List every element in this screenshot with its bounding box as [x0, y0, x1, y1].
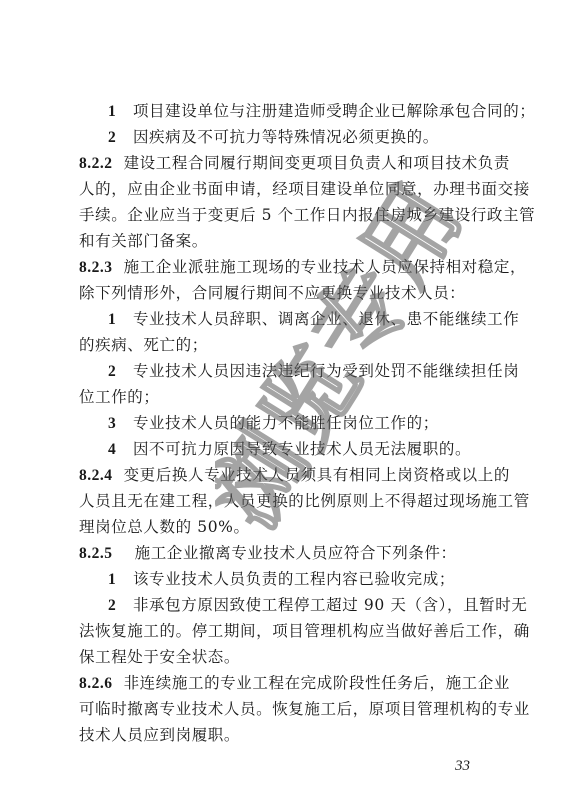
item-text: 专业技术人员辞职、调离企业、退休、患不能继续工作 [132, 310, 520, 328]
text-line: 除下列情形外，合同履行期间不应更换专业技术人员： [79, 284, 466, 302]
item-number: 2 [108, 363, 117, 380]
text-line: 可临时撤离专业技术人员。恢复施工后，原项目管理机构的专业 [79, 700, 530, 718]
item-number: 4 [108, 441, 117, 458]
text-line: 法恢复施工的。停工期间，项目管理机构应当做好善后工作，确 [79, 622, 530, 640]
list-item [108, 568, 455, 591]
item-text: 该专业技术人员负责的工程内容已验收完成； [132, 570, 455, 588]
clause-number: 8.2.5 [79, 545, 113, 562]
list-item [108, 308, 519, 331]
clause-text: 非连续施工的专业工程在完成阶段性任务后，施工企业 [123, 674, 510, 692]
text-line: 技术人员应到岗履职。 [79, 726, 241, 744]
clause-line [79, 542, 457, 565]
list-item [108, 100, 535, 123]
item-text: 因疾病及不可抗力等特殊情况必须更换的。 [132, 128, 439, 146]
item-number: 2 [108, 597, 117, 614]
text-line: 人员且无在建工程，人员更换的比例原则上不得超过现场施工管 [79, 492, 530, 510]
list-item [108, 438, 471, 461]
item-number: 2 [108, 129, 117, 146]
text-line: 位工作的； [79, 388, 160, 406]
page-number: 33 [455, 758, 470, 774]
clause-line [79, 152, 510, 175]
list-item [108, 126, 439, 149]
item-text: 专业技术人员的能力不能胜任岗位工作的； [132, 414, 439, 432]
clause-line [79, 672, 510, 695]
watermark-text: 浏览专用 [215, 163, 475, 547]
clause-text: 施工企业撤离专业技术人员应符合下列条件： [134, 544, 457, 562]
item-number: 3 [108, 415, 117, 432]
clause-number: 8.2.4 [79, 467, 113, 484]
item-number: 1 [108, 311, 117, 328]
clause-number: 8.2.2 [79, 155, 113, 172]
list-item [108, 360, 519, 383]
item-text: 项目建设单位与注册建造师受聘企业已解除承包合同的； [132, 102, 536, 120]
clause-line [79, 256, 526, 279]
item-text: 非承包方原因致使工程停工超过 90 天（含），且暂时无 [132, 596, 528, 614]
clause-number: 8.2.6 [79, 675, 113, 692]
text-line: 手续。企业应当于变更后 5 个工作日内报住房城乡建设行政主管 [79, 206, 536, 224]
text-line: 保工程处于安全状态。 [79, 648, 241, 666]
text-line: 和有关部门备案。 [79, 232, 208, 250]
item-text: 因不可抗力原因导致专业技术人员无法履职的。 [132, 440, 472, 458]
item-number: 1 [108, 103, 117, 120]
clause-number: 8.2.3 [79, 259, 113, 276]
list-item [108, 594, 527, 617]
item-text: 专业技术人员因违法违纪行为受到处罚不能继续担任岗 [132, 362, 520, 380]
item-number: 1 [108, 571, 117, 588]
clause-line [79, 464, 510, 487]
text-line: 人的，应由企业书面申请，经项目建设单位同意，办理书面交接 [79, 180, 530, 198]
list-item [108, 412, 439, 435]
text-line: 的疾病、死亡的； [79, 336, 208, 354]
text-line: 理岗位总人数的 50%。 [79, 518, 250, 536]
clause-text: 变更后换人专业技术人员须具有相同上岗资格或以上的 [123, 466, 510, 484]
clause-text: 施工企业派驻施工现场的专业技术人员应保持相对稳定， [123, 258, 527, 276]
clause-text: 建设工程合同履行期间变更项目负责人和项目技术负责 [123, 154, 510, 172]
